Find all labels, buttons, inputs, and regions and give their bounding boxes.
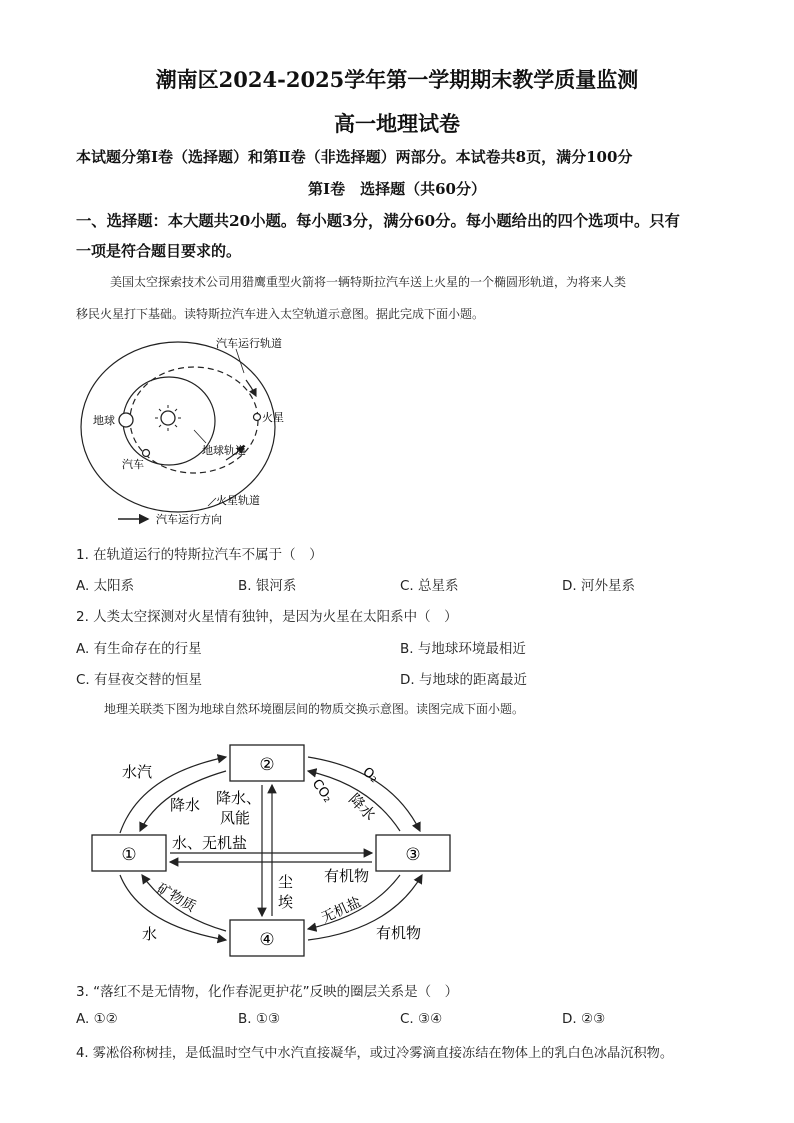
- q1-option-b[interactable]: B. 银河系: [238, 578, 297, 594]
- q2-option-b[interactable]: B. 与地球环境最相近: [400, 641, 526, 657]
- box-3-label: ③: [405, 845, 421, 865]
- section1-line2: 一项是符合题目要求的。: [76, 242, 242, 260]
- mars-orbit-label: 火星轨道: [216, 494, 260, 507]
- q3-stem: 3. “落红不是无情物，化作春泥更护花”反映的圈层关系是（ ）: [76, 984, 459, 1000]
- label-jiangshui-fengneng-2: 风能: [220, 809, 251, 827]
- q4-stem: 4. 雾凇俗称树挂，是低温时空气中水汽直接凝华，或过冷雾滴直接冻结在物体上的乳白色冰晶沉积物。: [76, 1046, 674, 1061]
- q3-option-c[interactable]: C. ③④: [400, 1011, 443, 1027]
- earth-orbit-label: 地球轨道: [202, 444, 246, 457]
- earth-icon: [119, 413, 133, 427]
- label-chenai-2: 埃: [278, 893, 294, 911]
- car-orbit-label: 汽车运行轨道: [216, 337, 282, 350]
- box-2-label: ②: [259, 755, 275, 775]
- q1-option-d[interactable]: D. 河外星系: [562, 578, 635, 594]
- q3-option-d[interactable]: D. ②③: [562, 1011, 606, 1027]
- earth-label: 地球: [93, 414, 115, 427]
- mars-label: 火星: [262, 411, 284, 424]
- exam-subtitle: 高一地理试卷: [334, 111, 460, 136]
- sun-icon: [155, 405, 181, 431]
- label-youjiwu-bottom: 有机物: [376, 924, 422, 942]
- mars-icon: [254, 414, 261, 421]
- q3-option-a[interactable]: A. ①②: [76, 1011, 118, 1027]
- mars-orbit-line: [81, 342, 275, 512]
- q2-option-c[interactable]: C. 有昼夜交替的恒星: [76, 672, 203, 688]
- passage1-line2: 移民火星打下基础。读特斯拉汽车进入太空轨道示意图。据此完成下面小题。: [76, 307, 485, 321]
- label-kuangwuzhi: 矿物质: [154, 880, 199, 916]
- label-shui-bottom: 水: [142, 925, 158, 943]
- q2-option-d[interactable]: D. 与地球的距离最近: [400, 672, 527, 688]
- label-chenai-1: 尘: [278, 873, 294, 891]
- passage1-line1: 美国太空探索技术公司用猎鹰重型火箭将一辆特斯拉汽车送上火星的一个椭圆形轨道，为将来人类: [110, 275, 627, 289]
- label-jiangshui-left: 降水: [170, 796, 201, 814]
- passage2: 地理关联类下图为地球自然环境圈层间的物质交换示意图。读图完成下面小题。: [104, 702, 525, 716]
- q1-option-a[interactable]: A. 太阳系: [76, 578, 135, 594]
- sphere-exchange-diagram: [80, 735, 480, 965]
- exam-intro: 本试题分第Ⅰ卷（选择题）和第Ⅱ卷（非选择题）两部分。本试卷共8页，满分100分: [76, 148, 633, 166]
- exam-title: 潮南区2024-2025学年第一学期期末教学质量监测: [155, 67, 639, 92]
- box-4-label: ④: [259, 930, 275, 950]
- label-jiangshui-right: 降水: [345, 790, 380, 825]
- q1-option-c[interactable]: C. 总星系: [400, 578, 459, 594]
- label-jiangshui-fengneng-1: 降水、: [216, 789, 262, 807]
- label-wujiyan: 无机盐: [318, 894, 364, 927]
- box-1-label: ①: [121, 845, 137, 865]
- car-label: 汽车: [122, 458, 144, 471]
- label-youjiwu-mid: 有机物: [324, 867, 370, 885]
- q1-stem: 1. 在轨道运行的特斯拉汽车不属于（ ）: [76, 547, 323, 563]
- orbit-diagram: [76, 330, 316, 530]
- label-shuiqi: 水汽: [122, 763, 153, 781]
- label-o2: O₂: [359, 764, 381, 786]
- q2-option-a[interactable]: A. 有生命存在的行星: [76, 641, 202, 657]
- car-icon: [143, 450, 150, 457]
- part1-title: 第Ⅰ卷 选择题（共60分）: [308, 180, 486, 198]
- legend-label: 汽车运行方向: [156, 513, 222, 526]
- q2-stem: 2. 人类太空探测对火星情有独钟，是因为火星在太阳系中（ ）: [76, 609, 458, 625]
- label-co2: CO₂: [308, 776, 336, 806]
- section1-line1: 一、选择题：本大题共20小题。每小题3分，满分60分。每小题给出的四个选项中。只有: [76, 212, 680, 230]
- q3-option-b[interactable]: B. ①③: [238, 1011, 281, 1027]
- car-orbit-line: [130, 367, 258, 473]
- label-shui-wujiyan: 水、无机盐: [172, 834, 248, 852]
